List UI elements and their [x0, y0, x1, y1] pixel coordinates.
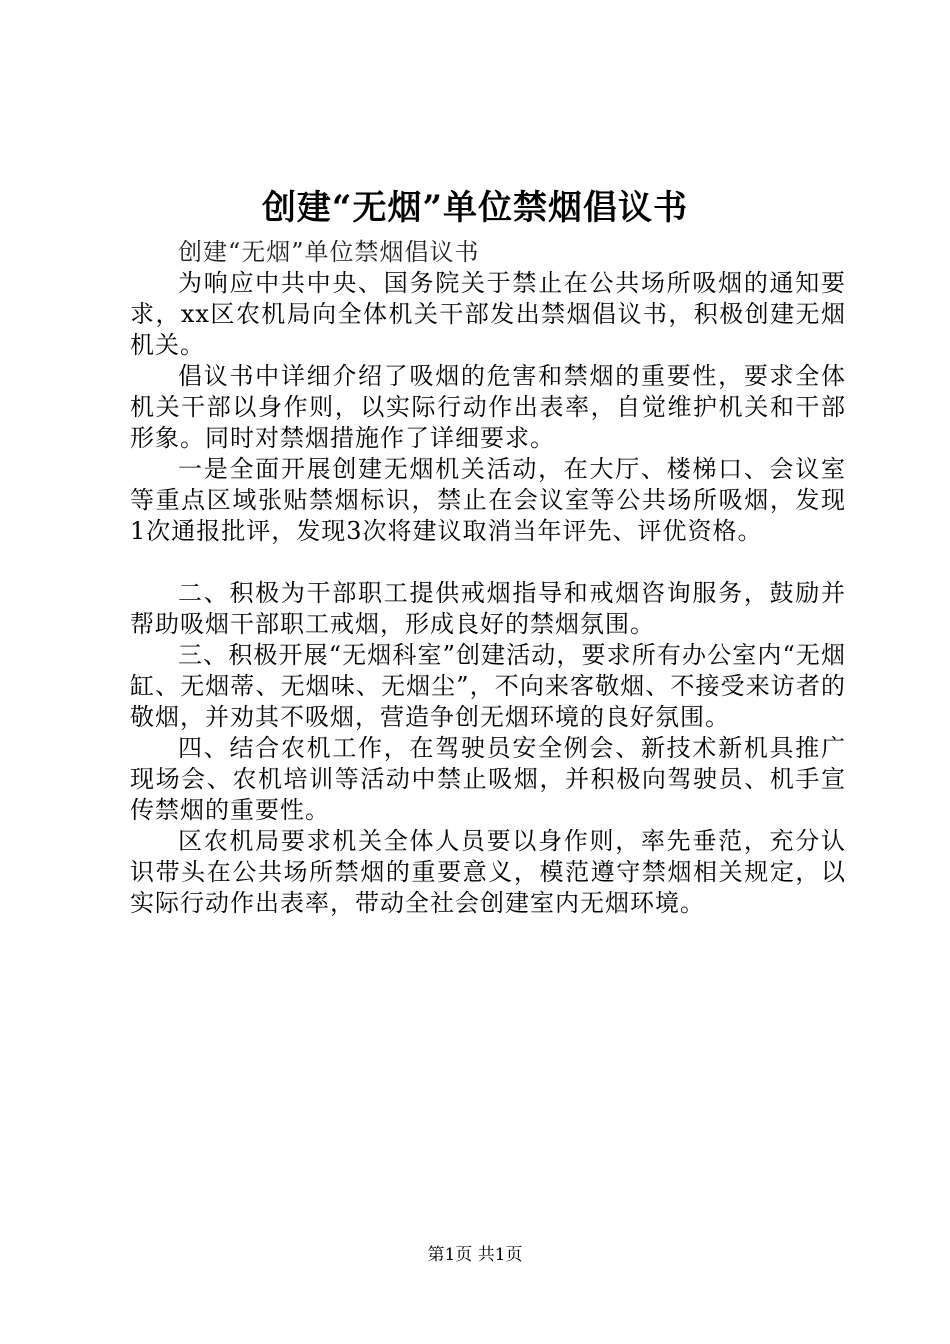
closing-paragraph: 区农机局要求机关全体人员要以身作则，率先垂范，充分认识带头在公共场所禁烟的重要意义，模范遵守禁烟相关规定，以实际行动作出表率，带动全社会创建室内无烟环境。 [130, 827, 846, 917]
paragraph-spacer [130, 547, 846, 578]
content-paragraph-1: 倡议书中详细介绍了吸烟的危害和禁烟的重要性，要求全体机关干部以身作则，以实际行动作出表率，自觉维护机关和干部形象。同时对禁烟措施作了详细要求。 [130, 362, 846, 452]
document-body [130, 237, 846, 919]
measure-paragraph-4: 四、结合农机工作，在驾驶员安全例会、新技术新机具推广现场会、农机培训等活动中禁止吸烟，并积极向驾驶员、机手宣传禁烟的重要性。 [130, 734, 846, 824]
measure-paragraph-3: 三、积极开展“无烟科室”创建活动，要求所有办公室内“无烟缸、无烟蒂、无烟味、无烟尘”，不向来客敬烟、不接受来访者的敬烟，并劝其不吸烟，营造争创无烟环境的良好氛围。 [130, 641, 846, 731]
measure-paragraph-1: 一是全面开展创建无烟机关活动，在大厅、楼梯口、会议室等重点区域张贴禁烟标识，禁止在会议室等公共场所吸烟，发现1次通报批评，发现3次将建议取消当年评先、评优资格。 [130, 455, 846, 545]
measure-paragraph-2: 二、积极为干部职工提供戒烟指导和戒烟咨询服务，鼓励并帮助吸烟干部职工戒烟，形成良好的禁烟氛围。 [130, 579, 846, 638]
page-number-footer: 第1页 共1页 [427, 1245, 523, 1265]
subtitle-paragraph: 创建“无烟”单位禁烟倡议书 [178, 238, 480, 266]
document-title: 创建“无烟”单位禁烟倡议书 [261, 188, 689, 228]
intro-paragraph: 为响应中共中央、国务院关于禁止在公共场所吸烟的通知要求，xx区农机局向全体机关干部发出禁烟倡议书，积极创建无烟机关。 [130, 269, 846, 359]
